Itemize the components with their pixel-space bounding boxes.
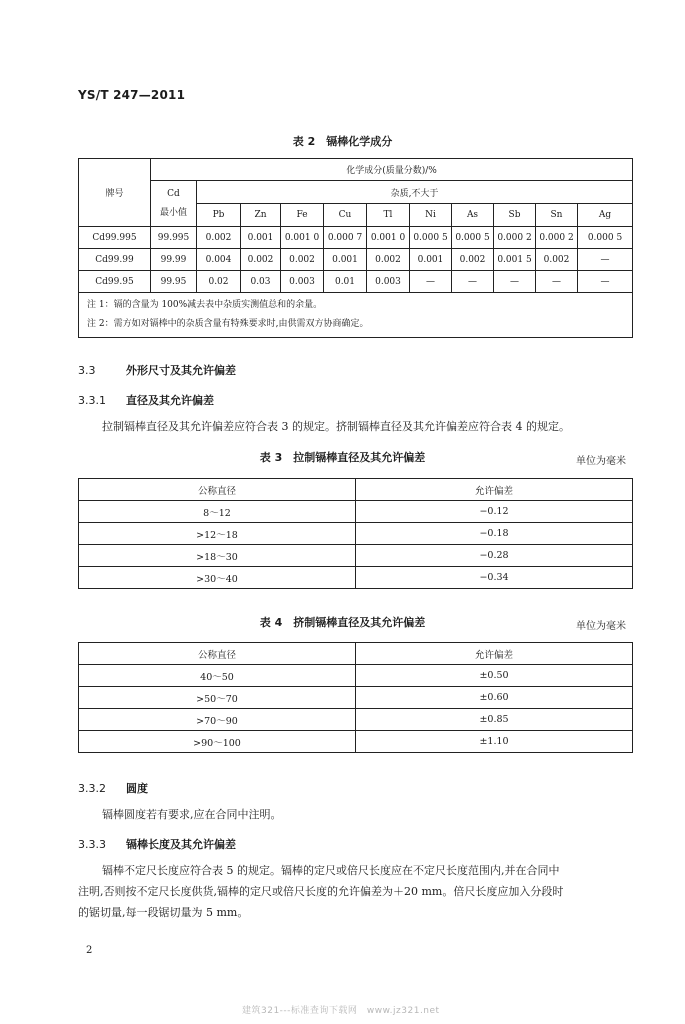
table3-caption: 表 3 拉制镉棒直径及其允许偏差 (259, 451, 426, 464)
paragraph-line: 注明,否则按不定尺长度供货,镉棒的定尺或倍尺长度的允许偏差为＋20 mm。倍尺长度应加入分段时 (78, 885, 564, 898)
table-row (79, 523, 633, 545)
table3-header-diameter: 公称直径 (79, 479, 356, 501)
table-row (79, 665, 633, 687)
footer-watermark: 建筑321---标准查询下载网 www.jz321.net (242, 1006, 440, 1016)
table2-value-cell: 0.002 (367, 249, 410, 271)
table3-diameter-cell: >18～30 (79, 545, 356, 567)
table2-value-cell: 0.001 0 (367, 227, 410, 249)
table-row (79, 731, 633, 753)
table2-grade-cell: Cd99.95 (79, 271, 151, 293)
table2-caption: 表 2 镉棒化学成分 (292, 135, 393, 148)
table2-element-header: Fe (281, 204, 324, 227)
table2-element-header: Sn (536, 204, 578, 227)
table2-value-cell: 0.003 (367, 271, 410, 293)
table2-value-cell: 0.001 (241, 227, 281, 249)
table4-tolerance-cell: ±0.85 (356, 709, 633, 731)
section-title: 镉棒长度及其允许偏差 (126, 838, 236, 851)
table2-element-header: Cu (324, 204, 367, 227)
table2 (78, 158, 633, 338)
table2-value-cell: 0.001 0 (281, 227, 324, 249)
section-number: 3.3.1 (78, 394, 106, 407)
table2-element-header: Tl (367, 204, 410, 227)
table4 (78, 642, 633, 753)
table2-value-cell: 0.002 (452, 249, 494, 271)
table2-grade-cell: Cd99.99 (79, 249, 151, 271)
table2-value-cell: — (410, 271, 452, 293)
table2-grade-cell: Cd99.995 (79, 227, 151, 249)
table4-diameter-cell: >70～90 (79, 709, 356, 731)
table-row (79, 249, 633, 271)
table4-header-diameter: 公称直径 (79, 643, 356, 665)
section-3-3-heading (78, 362, 236, 378)
table2-value-cell: 0.03 (241, 271, 281, 293)
table2-cd-min-label: 最小值 (159, 207, 187, 218)
table2-value-cell: 0.000 5 (452, 227, 494, 249)
table2-cd-cell: 99.95 (151, 271, 197, 293)
table2-value-cell: 0.002 (197, 227, 241, 249)
table3-tolerance-cell: −0.28 (356, 545, 633, 567)
section-3-3-1-heading (78, 392, 214, 408)
table4-diameter-cell: >90～100 (79, 731, 356, 753)
table2-value-cell: 0.000 7 (324, 227, 367, 249)
table3-diameter-cell: >12～18 (79, 523, 356, 545)
section-3-3-3-text (78, 860, 638, 923)
section-number: 3.3 (78, 364, 96, 377)
table3-tolerance-cell: −0.18 (356, 523, 633, 545)
table-row (79, 709, 633, 731)
table-row (79, 271, 633, 293)
table3-diameter-cell: >30～40 (79, 567, 356, 589)
table2-element-header: Zn (241, 204, 281, 227)
section-3-3-1-text: 拉制镉棒直径及其允许偏差应符合表 3 的规定。挤制镉棒直径及其允许偏差应符合表 4 的规定。 (102, 420, 570, 433)
table4-caption: 表 4 挤制镉棒直径及其允许偏差 (259, 616, 426, 629)
table2-element-header: Ag (578, 204, 633, 227)
table2-cd-cell: 99.99 (151, 249, 197, 271)
table4-diameter-cell: >50～70 (79, 687, 356, 709)
table2-grade-header: 牌号 (79, 159, 151, 227)
table2-value-cell: — (494, 271, 536, 293)
table2-value-cell: 0.02 (197, 271, 241, 293)
paragraph-line: 的锯切量,每一段锯切量为 5 mm。 (78, 906, 249, 919)
table3 (78, 478, 633, 589)
table2-value-cell: 0.000 2 (536, 227, 578, 249)
table2-value-cell: 0.002 (241, 249, 281, 271)
table2-element-header: Pb (197, 204, 241, 227)
table2-element-header: Ni (410, 204, 452, 227)
table2-value-cell: 0.001 5 (494, 249, 536, 271)
table2-note-1: 注 1：镉的含量为 100%减去表中杂质实测值总和的余量。 (87, 300, 323, 310)
table2-group-header: 化学成分(质量分数)/% (151, 159, 633, 181)
table2-value-cell: 0.000 5 (410, 227, 452, 249)
table2-value-cell: — (536, 271, 578, 293)
table4-diameter-cell: 40～50 (79, 665, 356, 687)
table-row (79, 227, 633, 249)
table2-value-cell: 0.000 5 (578, 227, 633, 249)
table2-value-cell: 0.002 (281, 249, 324, 271)
section-3-3-2-text: 镉棒圆度若有要求,应在合同中注明。 (102, 808, 282, 821)
table3-tolerance-cell: −0.34 (356, 567, 633, 589)
section-3-3-3-heading (78, 836, 236, 852)
page-number: 2 (86, 945, 93, 956)
table-row (79, 545, 633, 567)
table3-header-tolerance: 允许偏差 (356, 479, 633, 501)
section-title: 直径及其允许偏差 (126, 394, 214, 407)
table2-cd-header (151, 181, 197, 227)
table2-value-cell: 0.001 (324, 249, 367, 271)
section-title: 外形尺寸及其允许偏差 (126, 364, 236, 377)
table2-notes (79, 293, 633, 338)
table2-value-cell: 0.002 (536, 249, 578, 271)
section-number: 3.3.2 (78, 782, 106, 795)
section-number: 3.3.3 (78, 838, 106, 851)
table2-value-cell: — (452, 271, 494, 293)
paragraph-line: 镉棒不定尺长度应符合表 5 的规定。镉棒的定尺或倍尺长度应在不定尺长度范围内,并在合同中 (102, 864, 560, 877)
table2-cd-label: Cd (167, 188, 180, 199)
table3-tolerance-cell: −0.12 (356, 501, 633, 523)
table2-impurity-header: 杂质,不大于 (197, 181, 633, 204)
table4-unit: 单位为毫米 (576, 621, 626, 632)
section-3-3-2-heading (78, 780, 148, 796)
table2-value-cell: — (578, 249, 633, 271)
table2-value-cell: 0.003 (281, 271, 324, 293)
table4-tolerance-cell: ±0.60 (356, 687, 633, 709)
table3-unit: 单位为毫米 (576, 456, 626, 467)
table2-cd-cell: 99.995 (151, 227, 197, 249)
table2-note-2: 注 2：需方如对镉棒中的杂质含量有特殊要求时,由供需双方协商确定。 (87, 319, 369, 329)
table4-tolerance-cell: ±0.50 (356, 665, 633, 687)
table2-element-header: As (452, 204, 494, 227)
table-row (79, 687, 633, 709)
table3-diameter-cell: 8～12 (79, 501, 356, 523)
table2-value-cell: 0.000 2 (494, 227, 536, 249)
table2-value-cell: — (578, 271, 633, 293)
standard-id: YS/T 247—2011 (78, 88, 186, 102)
table2-value-cell: 0.001 (410, 249, 452, 271)
table2-value-cell: 0.004 (197, 249, 241, 271)
table2-element-header: Sb (494, 204, 536, 227)
table4-header-tolerance: 允许偏差 (356, 643, 633, 665)
table2-value-cell: 0.01 (324, 271, 367, 293)
section-title: 圆度 (126, 782, 148, 795)
table-row (79, 501, 633, 523)
table4-tolerance-cell: ±1.10 (356, 731, 633, 753)
table-row (79, 567, 633, 589)
